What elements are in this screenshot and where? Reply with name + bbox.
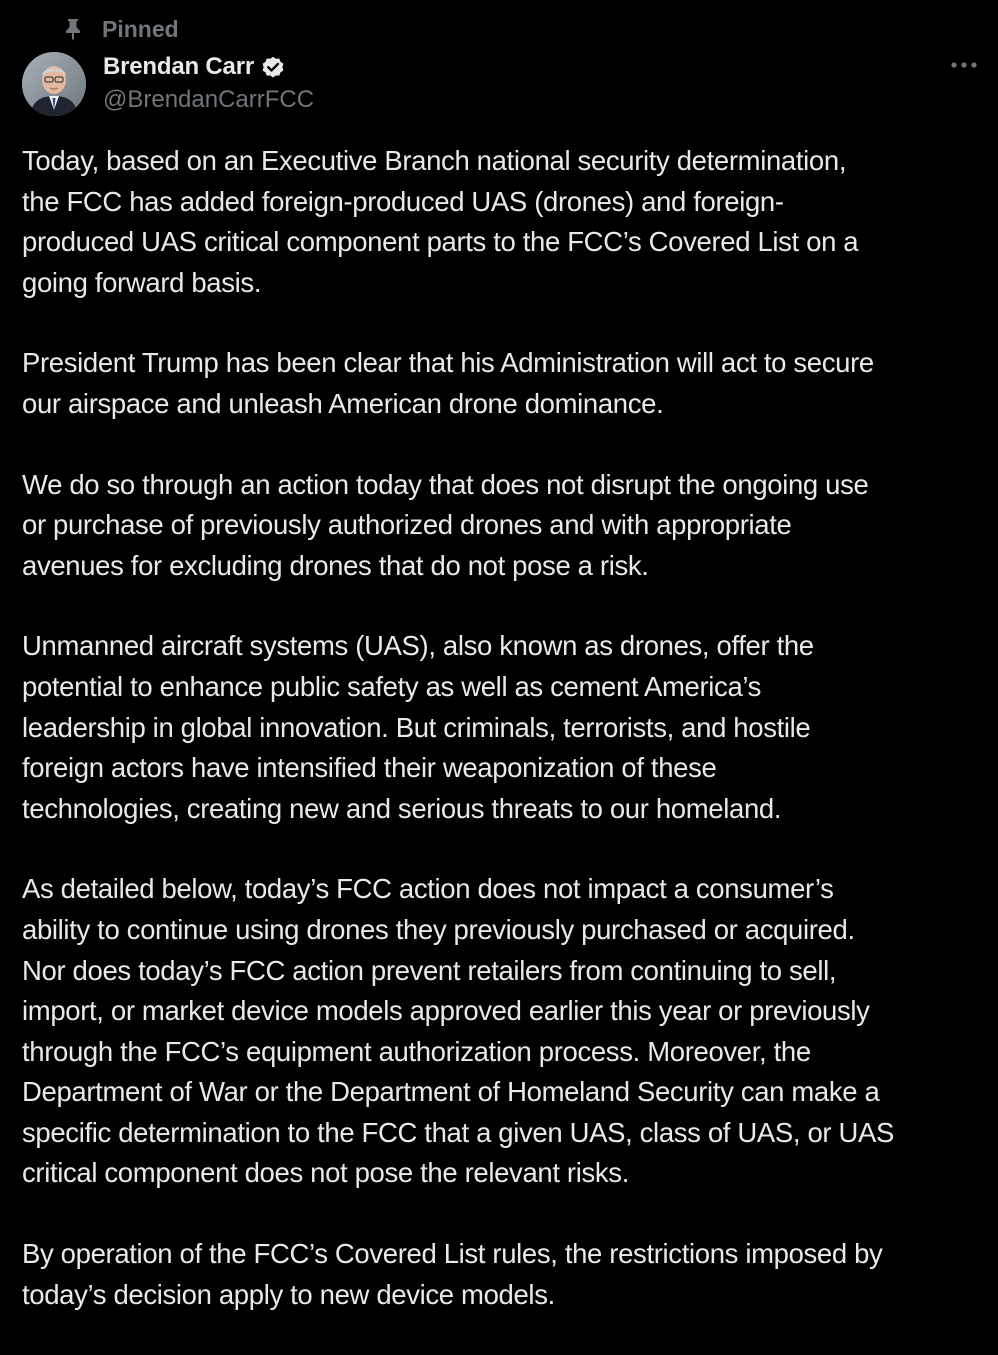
more-options-button[interactable] [944,52,984,78]
tweet-paragraph: We do so through an action today that does not disrupt the ongoing use or purchase of previously authorized drones and with appropriate avenues for excluding drones that do not pose a risk. [22,468,869,581]
tweet-paragraph: Today, based on an Executive Branch national security determination, the FCC has added foreign-produced UAS (drones) and foreign- produced UAS critical component parts to the FCC’s Covered List on a going forward basis. [22,145,859,298]
tweet-paragraph: Unmanned aircraft systems (UAS), also known as drones, offer the potential to enhance public safety as well as cement America’s leadership in global innovation. But criminals, terrorists, and hostile foreign actors have intensified their weaponization of these technologies, creating new and serious threats to our homeland. [22,630,814,824]
tweet-paragraph: President Trump has been clear that his Administration will act to secure our airspace and unleash American drone dominance. [22,347,874,419]
pin-icon [64,18,82,40]
more-options-icon [950,56,978,74]
tweet-paragraph: By operation of the FCC’s Covered List rules, the restrictions imposed by today’s decision apply to new device models. [22,1238,883,1310]
pinned-indicator [64,14,179,44]
author-handle[interactable]: @BrendanCarrFCC [103,86,315,113]
tweet-text [22,141,982,1355]
author-name-row[interactable] [103,50,286,84]
avatar[interactable] [22,52,86,116]
pinned-label: Pinned [102,15,179,42]
display-name[interactable]: Brendan Carr [103,53,254,80]
verified-badge-icon[interactable] [260,54,286,80]
tweet-paragraph: As detailed below, today’s FCC action does not impact a consumer’s ability to continue using drones they previously purchased or acquired. Nor does today’s FCC action prevent retailers from continuing to sell, import, or market device models approved earlier this year or previously through the FCC’s equipment authorization process. Moreover, the Department of War or the Department of Homeland Security can make a specific determination to the FCC that a given UAS, class of UAS, or UAS critical component does not pose the relevant risks. [22,873,894,1189]
